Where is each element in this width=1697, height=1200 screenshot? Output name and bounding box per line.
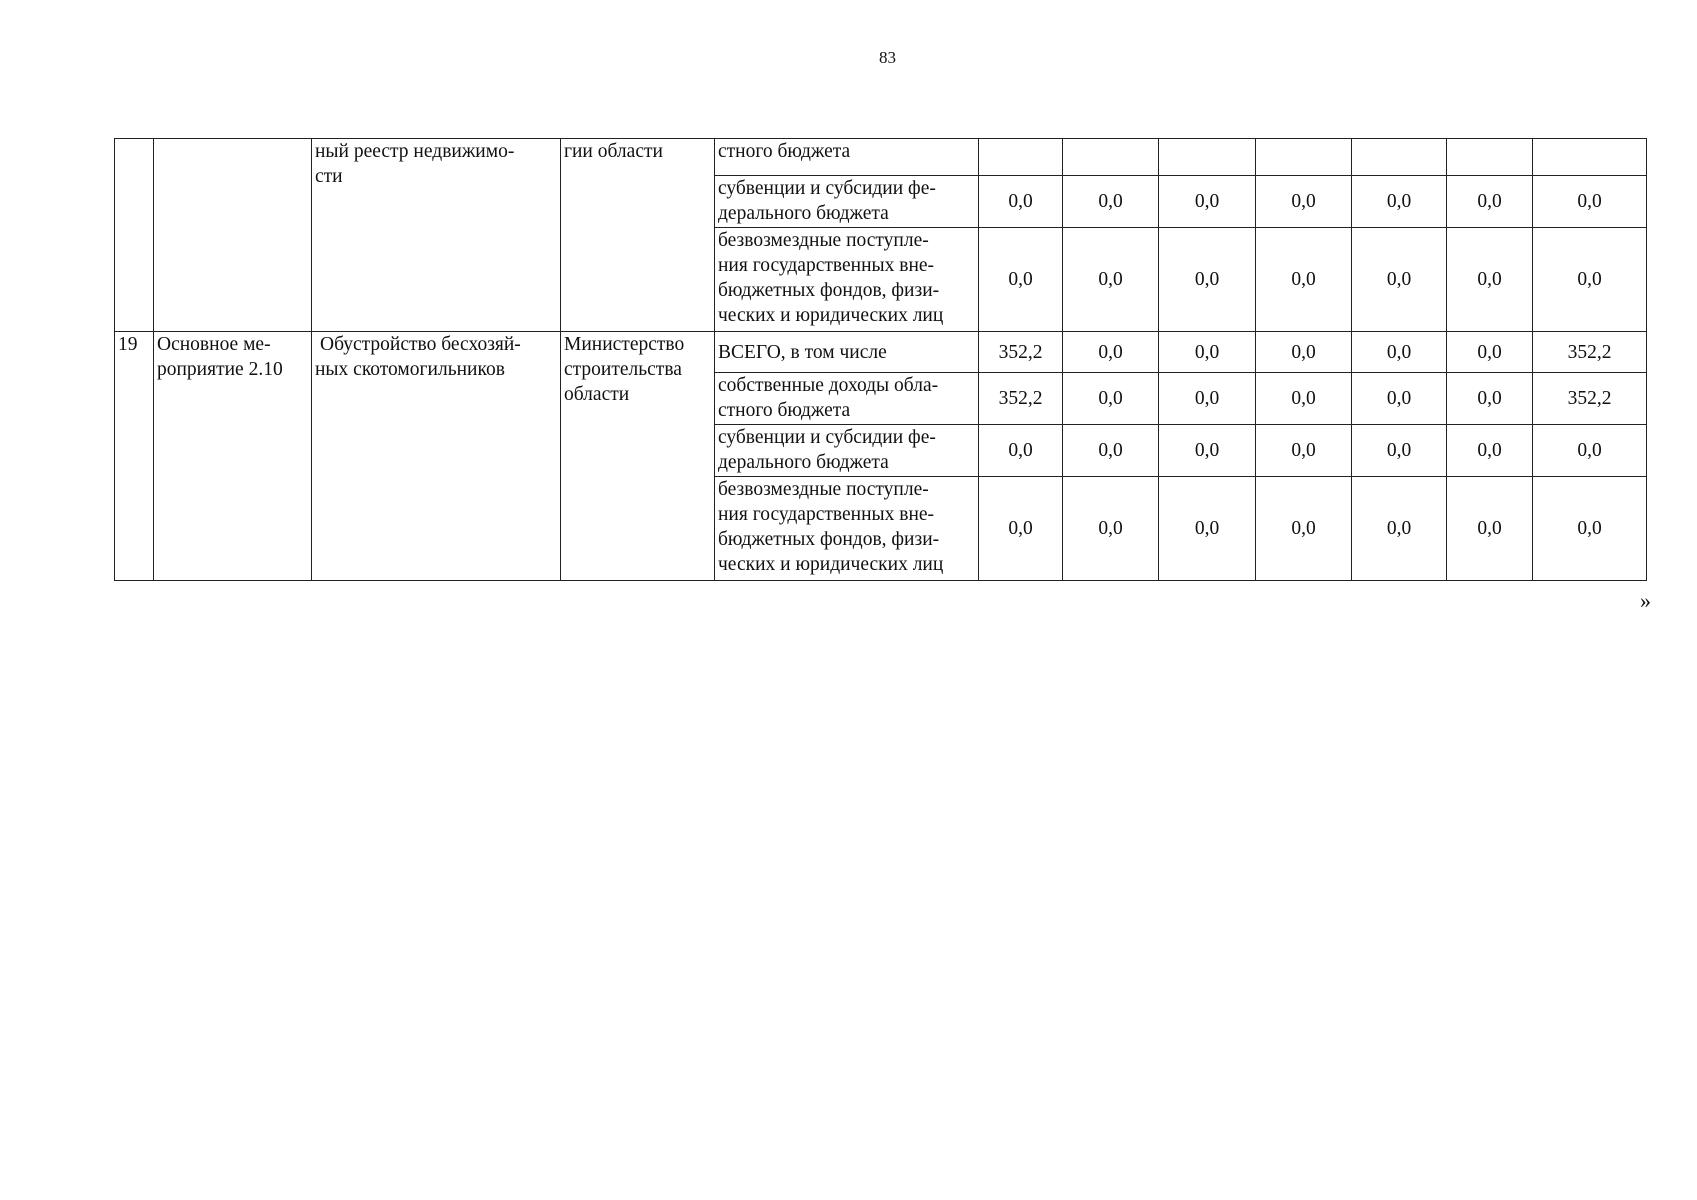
value-cell: 0,0	[1063, 228, 1159, 332]
value-cell	[979, 139, 1063, 176]
value-cell	[1447, 139, 1533, 176]
value-cell: 352,2	[1533, 332, 1647, 373]
value-cell: 0,0	[1063, 176, 1159, 228]
closing-quote-mark: »	[1640, 588, 1651, 613]
value-cell	[1256, 139, 1352, 176]
value-cell: 0,0	[1159, 332, 1256, 373]
status-cell	[154, 139, 312, 332]
activity-name-cell: ный реестр недвижимо- сти	[312, 139, 561, 332]
value-cell: 0,0	[1352, 228, 1447, 332]
value-cell: 0,0	[1352, 477, 1447, 581]
funding-source-cell: субвенции и субсидии фе- дерального бюджета	[715, 176, 979, 228]
value-cell: 0,0	[1159, 176, 1256, 228]
funding-source-cell: безвозмездные поступле- ния государственных вне- бюджетных фондов, физи- ческих и юридических лиц	[715, 228, 979, 332]
row-number-cell: 19	[115, 332, 154, 581]
funding-source-cell: ВСЕГО, в том числе	[715, 332, 979, 373]
funding-source-cell: субвенции и субсидии фе- дерального бюджета	[715, 425, 979, 477]
status-cell: Основное ме- роприятие 2.10	[154, 332, 312, 581]
executor-cell: Министерство строительства области	[561, 332, 715, 581]
value-cell: 0,0	[1533, 477, 1647, 581]
value-cell: 0,0	[1533, 176, 1647, 228]
funding-source-cell: собственные доходы обла- стного бюджета	[715, 373, 979, 425]
value-cell: 0,0	[979, 176, 1063, 228]
value-cell: 0,0	[1256, 425, 1352, 477]
activity-name-cell: Обустройство бесхозяй- ных скотомогильников	[312, 332, 561, 581]
value-cell	[1533, 139, 1647, 176]
budget-table	[114, 138, 1647, 581]
value-cell: 0,0	[1063, 477, 1159, 581]
value-cell: 0,0	[1447, 373, 1533, 425]
value-cell: 0,0	[1256, 477, 1352, 581]
table-row	[115, 139, 1647, 176]
value-cell: 0,0	[1159, 477, 1256, 581]
value-cell: 0,0	[1447, 332, 1533, 373]
value-cell: 0,0	[1063, 332, 1159, 373]
executor-cell: гии области	[561, 139, 715, 332]
value-cell: 352,2	[979, 332, 1063, 373]
value-cell	[1159, 139, 1256, 176]
page-number: 83	[879, 48, 896, 67]
table-row	[115, 332, 1647, 373]
value-cell	[1063, 139, 1159, 176]
value-cell: 0,0	[1159, 373, 1256, 425]
funding-source-cell: стного бюджета	[715, 139, 979, 176]
value-cell: 0,0	[1447, 176, 1533, 228]
value-cell: 0,0	[1447, 477, 1533, 581]
value-cell: 0,0	[1256, 373, 1352, 425]
value-cell: 0,0	[1533, 228, 1647, 332]
value-cell: 0,0	[979, 228, 1063, 332]
value-cell: 0,0	[1352, 176, 1447, 228]
value-cell: 0,0	[1256, 228, 1352, 332]
value-cell: 352,2	[1533, 373, 1647, 425]
value-cell: 0,0	[979, 477, 1063, 581]
value-cell: 0,0	[1256, 176, 1352, 228]
value-cell: 0,0	[1352, 332, 1447, 373]
value-cell: 0,0	[1063, 373, 1159, 425]
funding-source-cell: безвозмездные поступле- ния государственных вне- бюджетных фондов, физи- ческих и юридических лиц	[715, 477, 979, 581]
value-cell: 0,0	[1159, 228, 1256, 332]
value-cell: 0,0	[1447, 228, 1533, 332]
value-cell: 0,0	[1159, 425, 1256, 477]
value-cell: 0,0	[1352, 425, 1447, 477]
value-cell	[1352, 139, 1447, 176]
value-cell: 0,0	[979, 425, 1063, 477]
value-cell: 0,0	[1533, 425, 1647, 477]
value-cell: 0,0	[1447, 425, 1533, 477]
value-cell: 0,0	[1352, 373, 1447, 425]
row-number-cell	[115, 139, 154, 332]
value-cell: 352,2	[979, 373, 1063, 425]
value-cell: 0,0	[1256, 332, 1352, 373]
value-cell: 0,0	[1063, 425, 1159, 477]
